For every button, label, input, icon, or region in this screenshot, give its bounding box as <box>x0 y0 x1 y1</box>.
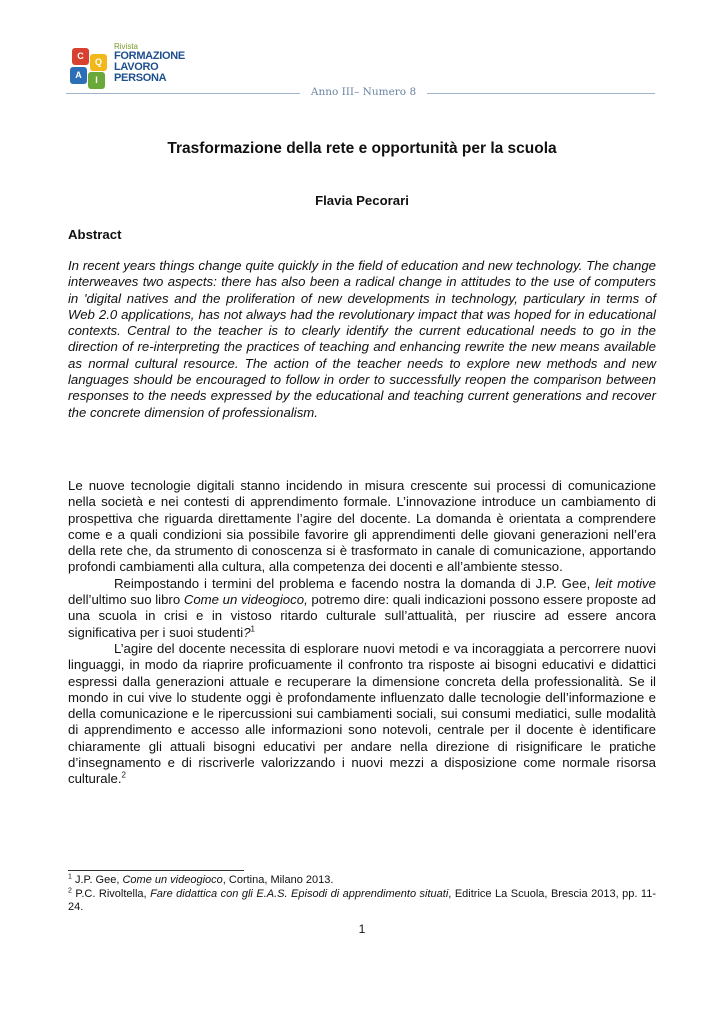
article-body <box>68 478 656 788</box>
footnote-2-author: P.C. Rivoltella, <box>71 887 151 900</box>
header-rule-left <box>66 93 300 94</box>
footnote-ref-2[interactable]: 2 <box>121 770 126 780</box>
body-paragraph-1: Le nuove tecnologie digitali stanno incidendo in misura crescente sui processi di comunicazione nella società e nei contesti di apprendimento formale. L’innovazione introduce un cambiamento di prospettiva che riguarda direttamente l’agire del docente. La domanda è orientata a comprendere come e a quali condizioni sia possibile favorire gli apprendimenti delle giovani generazioni nell’era della rete che, da strumento di conoscenza si è trasformato in canale di comunicazione, apportando profondi cambiamenti alla cultura, alla competenza dei docenti e all’ambiente stesso. <box>68 478 656 575</box>
logo-rivista: Rivista <box>114 42 139 51</box>
p2-leit-motive: leit motive <box>595 575 656 591</box>
logo-puzzle-piece-i: I <box>88 72 105 89</box>
footnote-ref-1[interactable]: 1 <box>250 624 255 634</box>
p2-book-title: Come un videogioco, <box>183 592 308 608</box>
journal-logo <box>66 42 185 94</box>
p2-question-mark: ? <box>243 624 251 640</box>
logo-word-persona: PERSONA <box>114 72 167 84</box>
logo-puzzle-piece-a: A <box>70 67 87 84</box>
logo-puzzle-piece-q: Q <box>90 54 107 71</box>
p2-text-c: dell’ultimo suo libro <box>68 592 184 608</box>
footnote-2-publisher: , Editrice La Scuola, Brescia 2013, pp. 11-24. <box>68 887 657 913</box>
article-author: Flavia Pecorari <box>315 193 409 208</box>
footnote-separator <box>68 870 244 871</box>
logo-wordmark <box>114 42 185 84</box>
header-rule-right <box>427 93 655 94</box>
issue-label: Anno III– Numero 8 <box>310 86 417 98</box>
p2-text-e: potremo dire: quali indicazioni possono essere proposte ad una scuola in crisi e in vistoso ritardo culturale sull’attualità, per riuscire ad essere ancora significativa per i suoi studenti <box>68 592 656 640</box>
p2-text-a: Reimpostando i termini del problema e facendo nostra la domanda di J.P. Gee, <box>114 575 596 591</box>
footnote-1-publisher: , Cortina, Milano 2013. <box>222 874 334 886</box>
p3-text: L’agire del docente necessita di esplorare nuovi metodi e va incoraggiata a percorrere nuovi linguaggi, in modo da riaprire proficuamente il confronto tra risposte ai bisogni educativi e didattici espressi dalla generazioni attuale e recuperare la dimensione concreta della professionalità. Se il mondo in cui vive lo studente oggi è profondamente influenzato dalle tecnologie dell’informazione e della comunicazione e le ripercussioni sui cambiamenti sociali, sui consumi mediatici, sulle modalità di apprendimento e accesso alle informazioni sono notevoli, centrale per il docente è identificare chiaramente gli attuali bisogni educativi per andare nella direzione di risignificare le pratiche d’insegnamento e di riscriverle valorizzando i nuovi mezzi a disposizione come normale risorsa culturale. <box>68 640 656 787</box>
footnote-2-title: Fare didattica con gli E.A.S. Episodi di apprendimento situati <box>150 887 449 900</box>
footnote-2-number: 2 <box>68 886 72 894</box>
footnote-2 <box>68 888 656 915</box>
abstract-heading: Abstract <box>68 227 122 242</box>
body-paragraph-3 <box>68 641 656 788</box>
logo-word-formazione: FORMAZIONE <box>114 50 185 62</box>
footnote-1-title: Come un videogioco <box>122 874 223 886</box>
footnote-1-author: J.P. Gee, <box>71 874 123 886</box>
page-number: 1 <box>358 922 366 936</box>
logo-puzzle-piece-c: C <box>72 48 89 65</box>
logo-word-lavoro: LAVORO <box>114 61 159 73</box>
abstract-text: In recent years things change quite quickly in the field of education and new technology. The change interweaves two aspects: there has also been a radical change in attitudes to the use of computers in 'digital natives and the proliferation of new developments in technology, particulary in terms of Web 2.0 applications, has not always had the revolutionary impact that was hoped for in educational contexts. Central to the teacher is to clearly identify the current educational needs to go in the direction of re-interpreting the practices of teaching and enhancing rewrite the new means available as normal cultural resource. The action of the teacher needs to explore new methods and new languages should be encouraged to follow in order to successfully reopen the comparison between responses to the needs expressed by the educational and teaching current generations and recover the concrete dimension of professionalism. <box>68 258 656 420</box>
footnotes <box>68 874 656 915</box>
body-paragraph-2 <box>68 576 656 641</box>
footnote-1-number: 1 <box>68 873 72 881</box>
footnote-1 <box>68 874 656 888</box>
article-title: Trasformazione della rete e opportunità per la scuola <box>167 140 557 157</box>
